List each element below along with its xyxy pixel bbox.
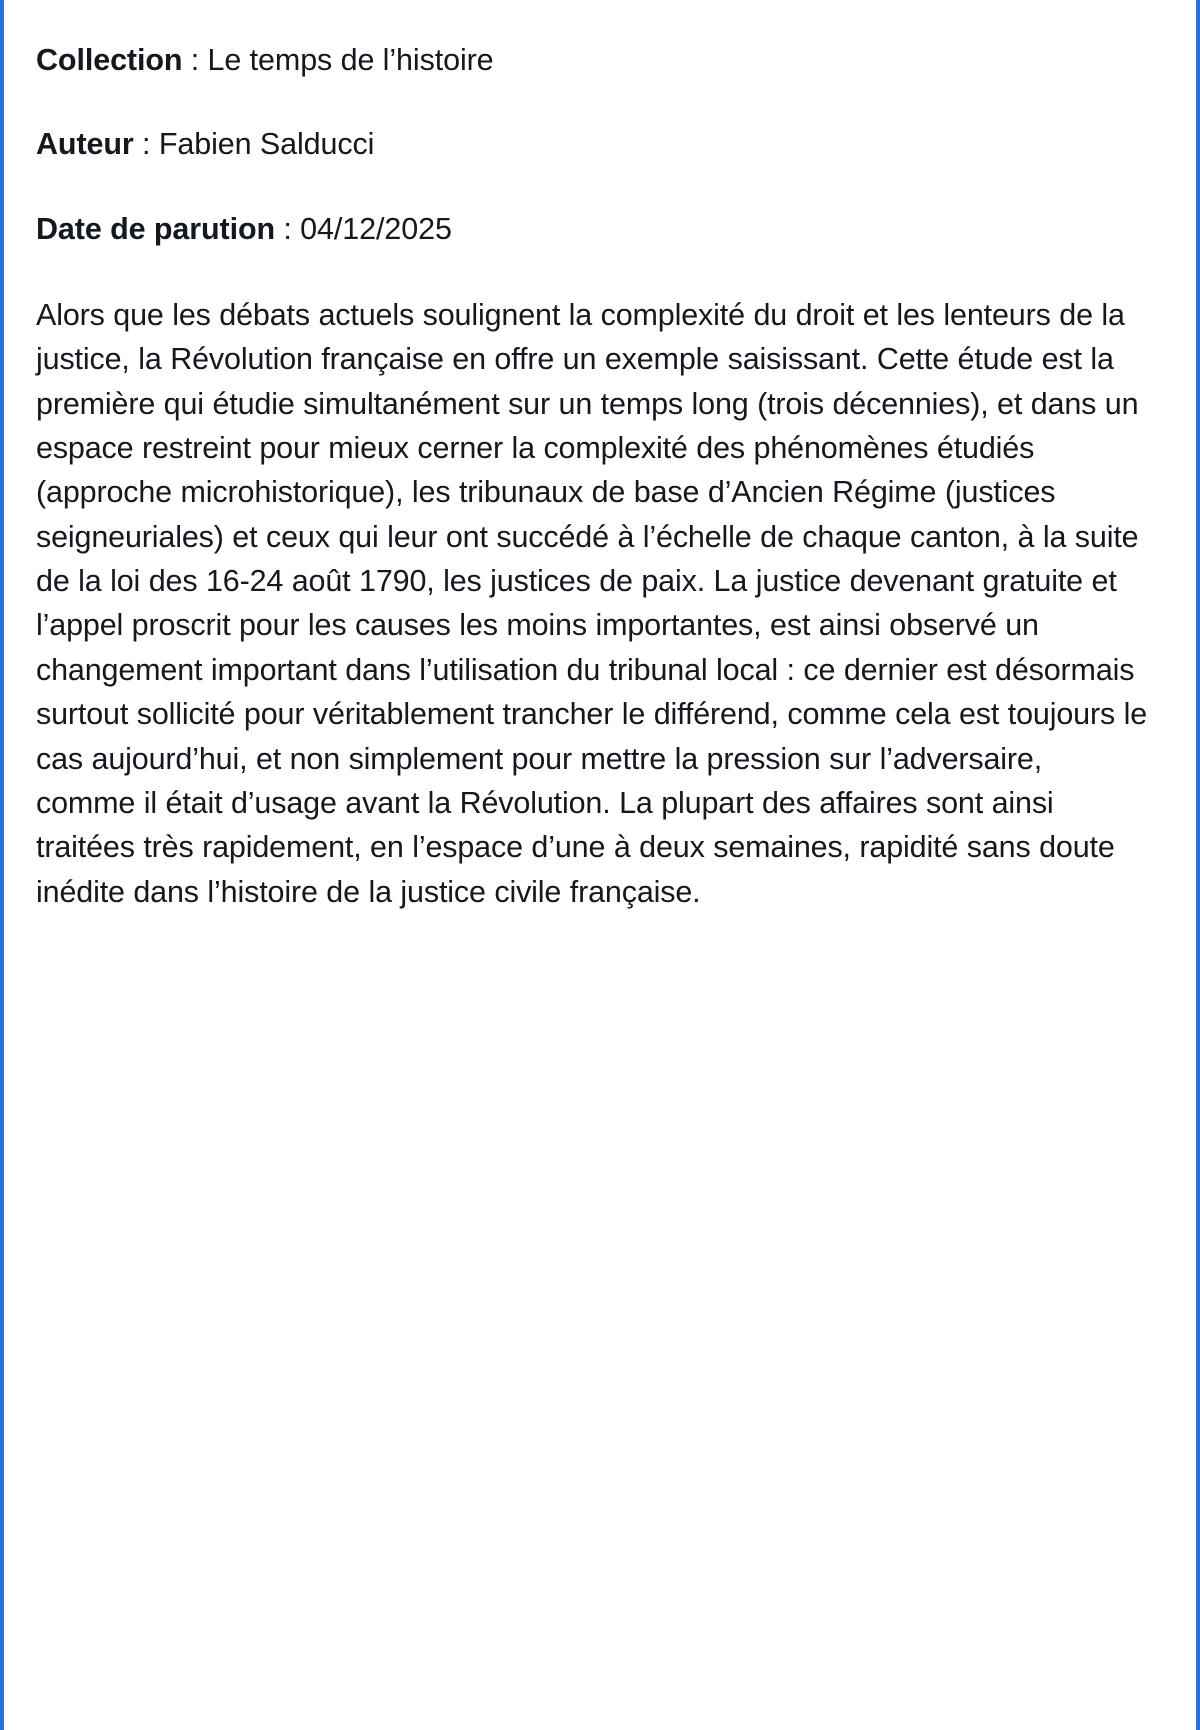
abstract-text: Alors que les débats actuels soulignent la complexité du droit et les lenteurs de la justice, la Révolution française en offre un exemple saisissant. Cette étude est la première qui étudie simultanément sur un temps long (trois décennies), et dans un espace restreint pour mieux cerner la complexité des phénomènes étudiés (approche microhistorique), les tribunaux de base d’Ancien Régime (justices seigneuriales) et ceux qui leur ont succédé à l’échelle de chaque canton, à la suite de la loi des 16-24 août 1790, les justices de paix. La justice devenant gratuite et l’appel proscrit pour les causes les moins importantes, est ainsi observé un changement important dans l’utilisation du tribunal local : ce dernier est désormais surtout sollicité pour véritablement trancher le différend, comme cela est toujours le cas aujourd’hui, et non simplement pour mettre la pression sur l’adversaire, comme il était d’usage avant la Révolution. La plupart des affaires sont ainsi traitées très rapidement, en l’espace d’une à deux semaines, rapidité sans doute inédite dans l’histoire de la justice civile française. [36,297,1148,909]
metadata-collection-separator: : [182,43,208,77]
left-accent-rule [0,0,4,1730]
metadata-publication-date-label: Date de parution [36,211,276,246]
right-accent-rule [1196,0,1200,1730]
metadata-author [36,124,1148,164]
metadata-publication-date-value: 04/12/2025 [300,211,452,246]
metadata-collection-label: Collection [36,43,183,77]
metadata-author-separator: : [133,127,159,162]
metadata-publication-date-separator: : [275,211,301,246]
metadata-collection [36,40,1148,80]
metadata-publication-date [36,209,1148,249]
metadata-collection-value: Le temps de l’histoire [207,43,494,77]
metadata-author-value: Fabien Salducci [158,127,375,162]
metadata-author-label: Auteur [36,127,134,162]
